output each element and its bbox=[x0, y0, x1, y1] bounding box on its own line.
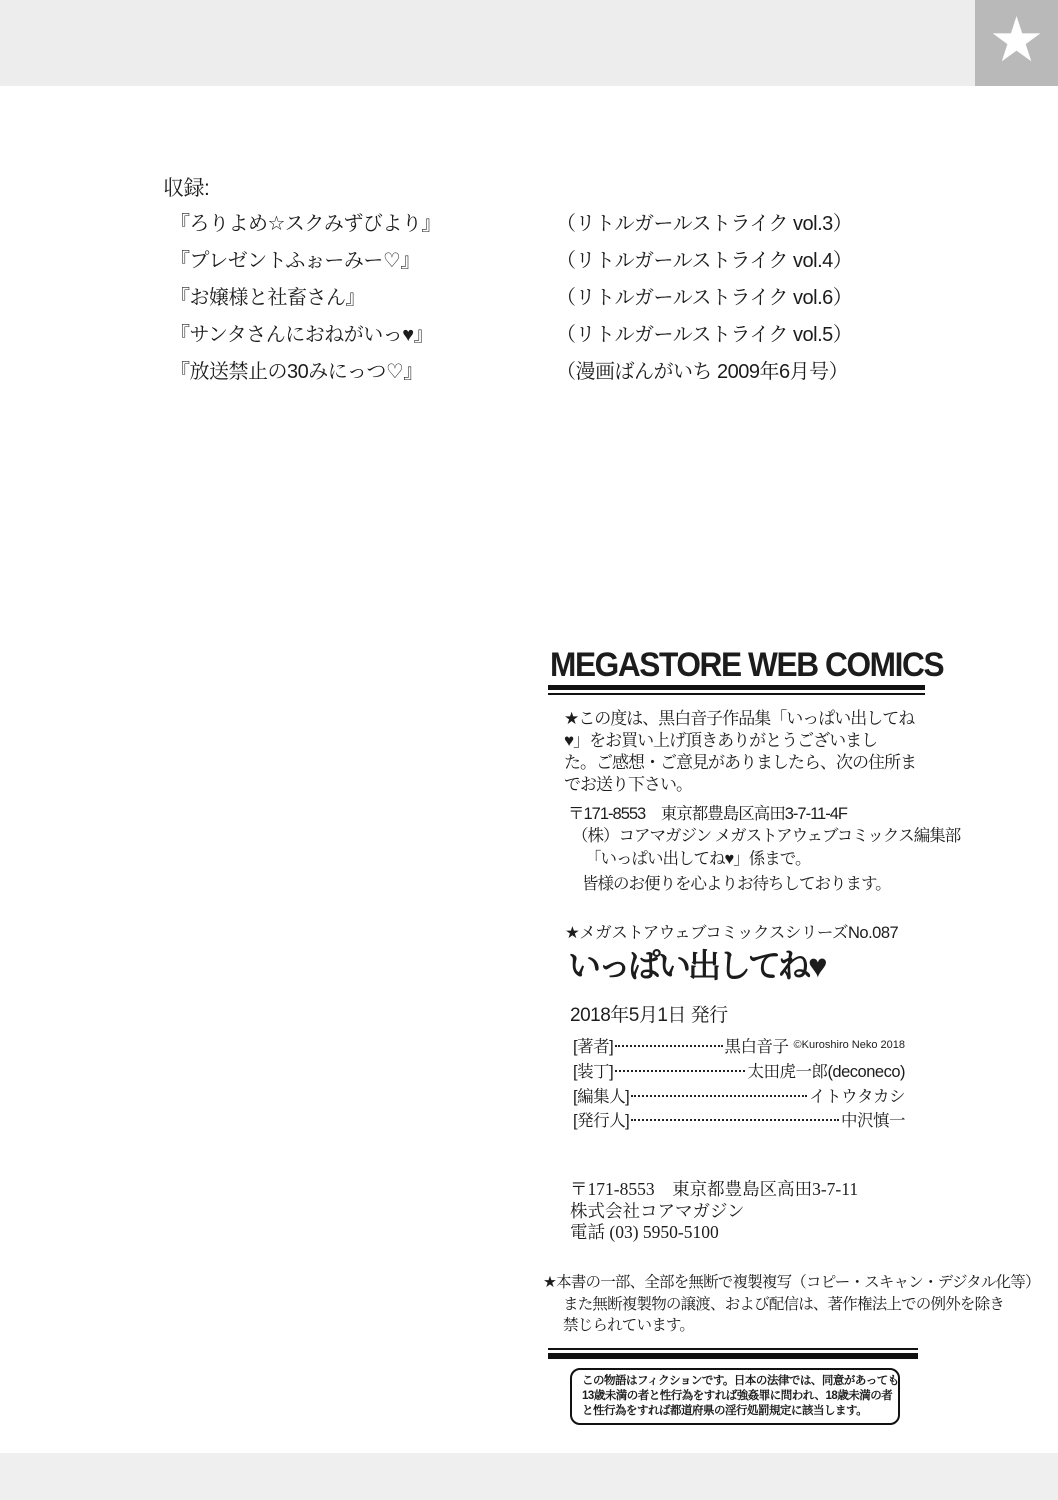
dot-leader bbox=[631, 1095, 807, 1097]
address-line: 「いっぱい出してね♥」係まで。 bbox=[585, 849, 811, 868]
dot-leader bbox=[615, 1070, 745, 1072]
story-source: （漫画ばんがいち 2009年6月号） bbox=[556, 361, 849, 383]
corner-star-box bbox=[975, 0, 1058, 86]
dot-leader bbox=[615, 1045, 722, 1047]
editorial-address-block bbox=[568, 803, 960, 895]
credit-row bbox=[573, 1033, 905, 1058]
toc-row bbox=[170, 207, 852, 244]
toc-heading: 収録: bbox=[163, 177, 210, 200]
thanks-line: ♥」をお買い上げ頂きありがとうございまし bbox=[564, 731, 878, 750]
credit-label: [装丁] bbox=[573, 1063, 614, 1082]
toc-list bbox=[170, 207, 852, 392]
imprint-logo-text: MEGASTORE WEB COMICS bbox=[550, 646, 944, 684]
credit-name: イトウタカシ bbox=[809, 1087, 905, 1106]
toc-row bbox=[170, 244, 852, 281]
credits-list bbox=[573, 1033, 905, 1132]
disclaimer-line: と性行為をすれば都道府県の淫行処罰規定に該当します。 bbox=[582, 1405, 868, 1417]
author-copyright-note: ©Kuroshiro Neko 2018 bbox=[793, 1039, 905, 1052]
story-source: （リトルガールストライク vol.4） bbox=[556, 250, 853, 272]
publisher-address-block bbox=[570, 1179, 858, 1244]
publisher-line: 株式会社コアマガジン bbox=[570, 1200, 745, 1221]
story-title: 『放送禁止の30みにっつ♡』 bbox=[170, 361, 423, 383]
top-margin-band bbox=[0, 0, 1058, 86]
story-title: 『サンタさんにおねがいっ♥』 bbox=[170, 324, 434, 346]
copyright-line: 禁じられています。 bbox=[563, 1317, 695, 1334]
address-line: （株）コアマガジン メガストアウェブコミックス編集部 bbox=[572, 827, 961, 846]
address-line: 〒171-8553 東京都豊島区高田3-7-11-4F bbox=[568, 805, 847, 823]
credit-label: [編集人] bbox=[573, 1087, 630, 1106]
thanks-line: た。ご感想・ご意見がありましたら、次の住所ま bbox=[564, 753, 916, 772]
star-icon: ★ bbox=[988, 6, 1045, 75]
thanks-line: でお送り下さい。 bbox=[564, 775, 692, 794]
story-title: 『プレゼントふぉーみー♡』 bbox=[170, 250, 420, 272]
publisher-line: 電話 (03) 5950-5100 bbox=[570, 1222, 719, 1242]
series-number-line: ★メガストアウェブコミックスシリーズNo.087 bbox=[565, 924, 899, 942]
story-source: （リトルガールストライク vol.5） bbox=[556, 324, 853, 346]
credit-name: 中沢慎一 bbox=[841, 1112, 905, 1131]
story-source: （リトルガールストライク vol.6） bbox=[556, 287, 853, 309]
credit-name: 太田虎一郎(deconeco) bbox=[747, 1063, 905, 1082]
book-title: いっぱい出してね♥ bbox=[568, 947, 825, 984]
credit-label: [著者] bbox=[573, 1038, 614, 1057]
double-rule-bottom bbox=[548, 1348, 918, 1359]
disclaimer-line: この物語はフィクションです。日本の法律では、同意があっても bbox=[582, 1375, 899, 1387]
copyright-line: また無断複製物の譲渡、および配信は、著作権法上での例外を除き bbox=[563, 1295, 1005, 1313]
dot-leader bbox=[631, 1119, 839, 1121]
toc-row bbox=[170, 355, 852, 392]
publisher-line: 〒171-8553 東京都豊島区高田3-7-11 bbox=[570, 1179, 859, 1199]
toc-row bbox=[170, 318, 852, 355]
story-title: 『お嬢様と社畜さん』 bbox=[170, 287, 365, 309]
story-source: （リトルガールストライク vol.3） bbox=[556, 213, 853, 235]
story-title: 『ろりよめ☆スクみずびより』 bbox=[170, 213, 441, 235]
credit-name: 黒白音子 bbox=[724, 1038, 789, 1057]
publish-date: 2018年5月1日 発行 bbox=[570, 1005, 728, 1026]
copyright-line: ★本書の一部、全部を無断で複製複写（コピー・スキャン・デジタル化等） bbox=[543, 1274, 1040, 1291]
thanks-paragraph bbox=[564, 708, 916, 796]
credit-label: [発行人] bbox=[573, 1112, 630, 1131]
toc-row bbox=[170, 281, 852, 318]
address-line: 皆様のお便りを心よりお待ちしております。 bbox=[582, 874, 891, 893]
double-rule-top bbox=[548, 685, 925, 695]
fiction-disclaimer-box bbox=[570, 1368, 900, 1425]
copyright-warning bbox=[543, 1272, 1040, 1337]
bottom-margin-band bbox=[0, 1453, 1058, 1500]
thanks-line: ★この度は、黒白音子作品集「いっぱい出してね bbox=[564, 709, 915, 728]
credit-row bbox=[573, 1058, 905, 1083]
disclaimer-line: 13歳未満の者と性行為をすれば強姦罪に問われ、18歳未満の者 bbox=[582, 1390, 893, 1402]
credit-row bbox=[573, 1107, 905, 1132]
credit-row bbox=[573, 1082, 905, 1107]
